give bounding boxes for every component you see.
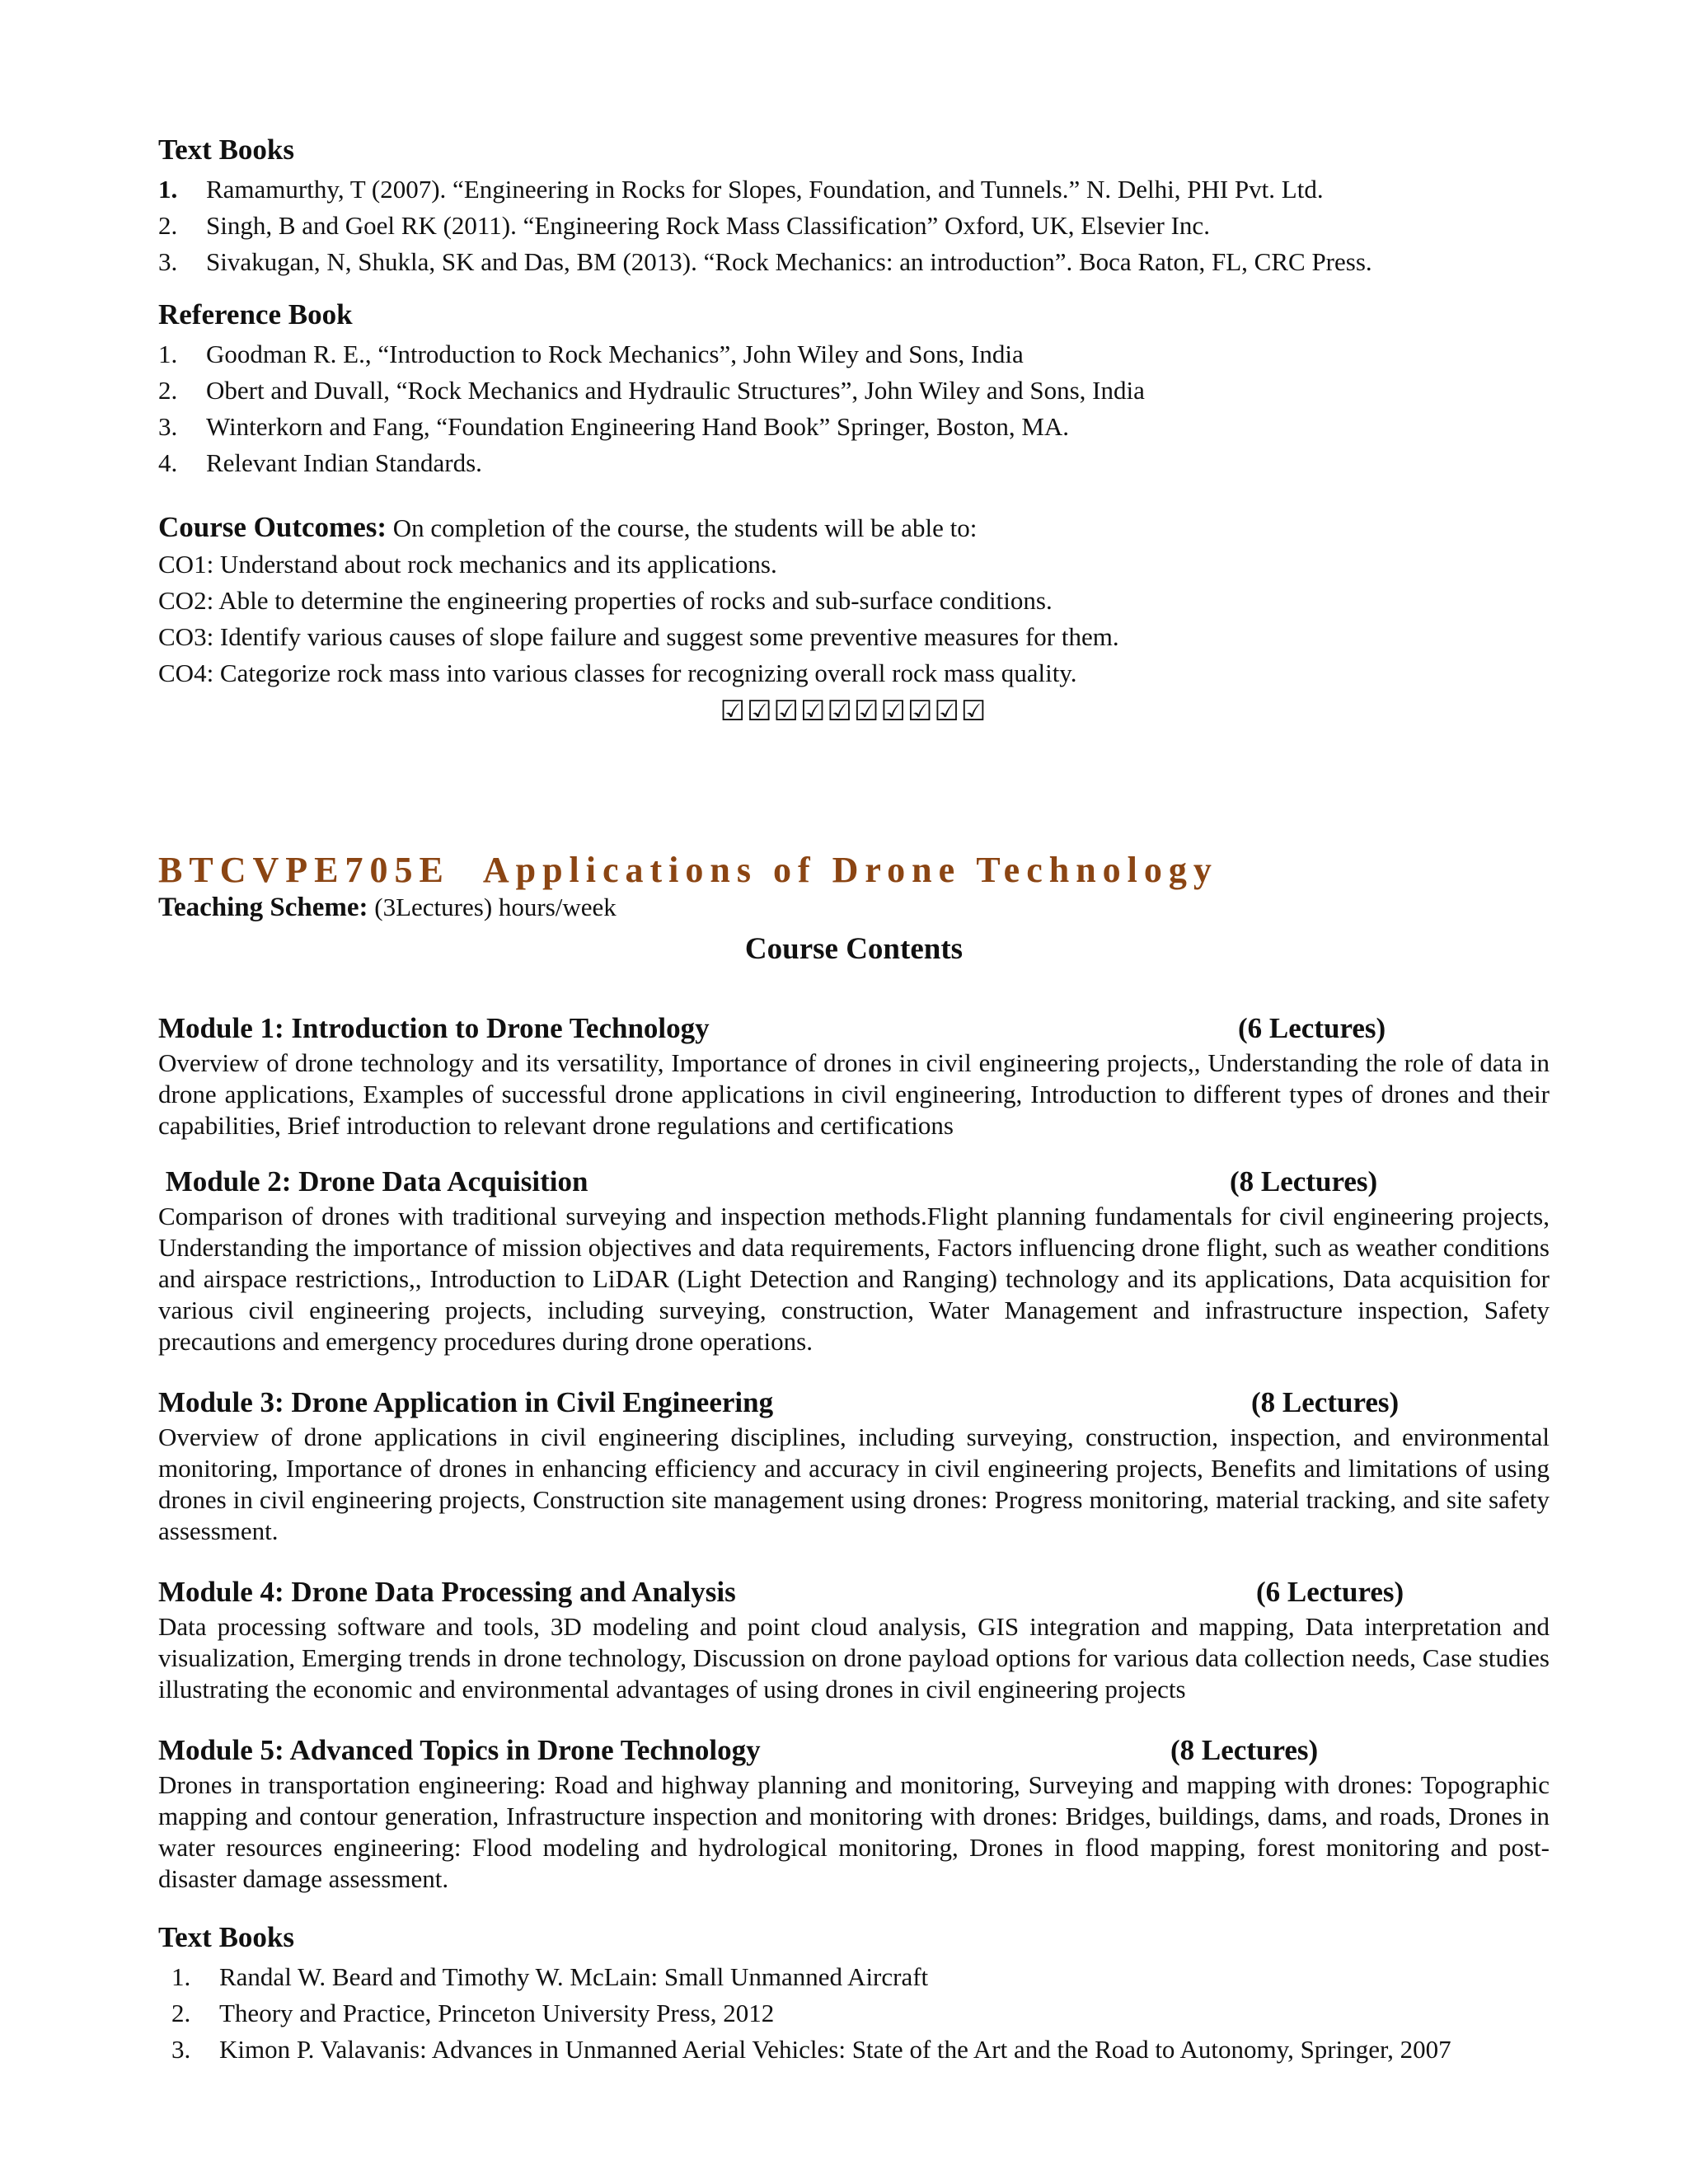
module-lectures: (8 Lectures) (1170, 1734, 1319, 1766)
text-books-list (158, 1959, 1550, 2068)
text-books-list (158, 171, 1550, 280)
list-item (158, 445, 1550, 481)
module-body: Overview of drone technology and its versatility, Importance of drones in civil engineering projects,, Understanding the role of data in drone applications, Examples of successful drone applications in civil engineering, Introduction to different types of drones and their capabilities, Brief introduction to relevant drone regulations and certifications (158, 1048, 1550, 1140)
checkbox-separator: ☑☑☑☑☑☑☑☑☑☑ (720, 695, 988, 728)
module-heading (158, 1384, 1550, 1422)
course-outcome-item: CO1: Understand about rock mechanics and its applications. (158, 550, 777, 579)
module-title: Module 5: Advanced Topics in Drone Technology (158, 1734, 761, 1766)
list-item (158, 336, 1550, 373)
course-title (158, 850, 1550, 891)
item-text: Theory and Practice, Princeton University Press, 2012 (219, 1999, 775, 2027)
module-lectures: (6 Lectures) (1238, 1012, 1386, 1044)
course-outcomes-intro (158, 509, 1550, 546)
reference-book-heading: Reference Book (158, 298, 353, 330)
list-item (158, 373, 1550, 409)
module-title: Module 3: Drone Application in Civil Engineering (158, 1386, 774, 1418)
course-name: Applications of Drone Technology (482, 850, 1218, 890)
item-text: Randal W. Beard and Timothy W. McLain: Small Unmanned Aircraft (219, 1962, 929, 1991)
reference-book-list (158, 336, 1550, 481)
course-code: BTCVPE705E (158, 850, 450, 890)
item-text: Obert and Duvall, “Rock Mechanics and Hydraulic Structures”, John Wiley and Sons, India (206, 376, 1145, 405)
list-item (158, 208, 1550, 244)
teaching-scheme (158, 891, 1550, 924)
course-outcomes-intro-text: On completion of the course, the students will be able to: (387, 513, 978, 542)
list-item (158, 2032, 1550, 2068)
module-lectures: (6 Lectures) (1256, 1576, 1404, 1608)
module-lectures: (8 Lectures) (1230, 1165, 1378, 1197)
module-heading (158, 1573, 1550, 1611)
teaching-scheme-label: Teaching Scheme: (158, 893, 368, 922)
module-title: Module 4: Drone Data Processing and Analysis (158, 1576, 736, 1608)
list-item (158, 171, 1550, 208)
module-title: Module 2: Drone Data Acquisition (158, 1165, 588, 1197)
item-number: 3. (158, 247, 178, 276)
module-body: Comparison of drones with traditional surveying and inspection methods.Flight planning fundamentals for civil engineering projects, Understanding the importance of mission objectives and data requirements, Factors influencing drone flight, such as weather conditions and airspace restrictions,, Introduction to LiDAR (Light Detection and Ranging) technology and its applications, Data acquisition for various civil engineering projects, including surveying, construction, Water Management and infrastructure inspection, Safety precautions and emergency procedures during drone operations. (158, 1202, 1550, 1356)
item-text: Relevant Indian Standards. (206, 448, 482, 477)
module-lectures: (8 Lectures) (1251, 1386, 1400, 1418)
item-number: 3. (171, 2035, 191, 2064)
item-number: 1. (158, 340, 178, 368)
text-books-heading: Text Books (158, 1921, 295, 1953)
module-body: Overview of drone applications in civil engineering disciplines, including surveying, construction, inspection, and environmental monitoring, Importance of drones in enhancing efficiency and accuracy in civil engineering projects, Benefits and limitations of using drones in civil engineering projects, Construction site management using drones: Progress monitoring, material tracking, and site safety assessment. (158, 1422, 1550, 1545)
item-number: 1. (158, 175, 178, 204)
document-page (158, 132, 1550, 2068)
item-number: 2. (158, 376, 178, 405)
item-number: 2. (171, 1999, 191, 2027)
item-text: Ramamurthy, T (2007). “Engineering in Rocks for Slopes, Foundation, and Tunnels.” N. Delhi, PHI Pvt. Ltd. (206, 175, 1324, 204)
item-text: Sivakugan, N, Shukla, SK and Das, BM (2013). “Rock Mechanics: an introduction”. Boca Raton, FL, CRC Press. (206, 247, 1372, 276)
list-item (158, 1959, 1550, 1995)
module-heading (158, 1732, 1550, 1769)
course-outcome-item: CO2: Able to determine the engineering properties of rocks and sub-surface conditions. (158, 586, 1053, 615)
item-number: 4. (158, 448, 178, 477)
course-outcomes-heading: Course Outcomes: (158, 511, 387, 543)
module-title: Module 1: Introduction to Drone Technology (158, 1012, 710, 1044)
list-item (158, 409, 1550, 445)
course-outcome-item: CO4: Categorize rock mass into various classes for recognizing overall rock mass quality. (158, 658, 1077, 687)
list-item (158, 244, 1550, 280)
module-heading (158, 1163, 1550, 1201)
list-item (158, 1995, 1550, 2032)
item-text: Singh, B and Goel RK (2011). “Engineering Rock Mass Classification” Oxford, UK, Elsevier Inc. (206, 211, 1210, 240)
item-number: 1. (171, 1962, 191, 1991)
item-text: Winterkorn and Fang, “Foundation Engineering Hand Book” Springer, Boston, MA. (206, 412, 1070, 441)
module-heading (158, 1010, 1550, 1047)
item-number: 3. (158, 412, 178, 441)
module-body: Drones in transportation engineering: Road and highway planning and monitoring, Surveying and mapping with drones: Topographic mapping and contour generation, Infrastructure inspection and monitoring with drones: Bridges, buildings, dams, and roads, Drones in water resources engineering: Flood modeling and hydrological monitoring, Drones in flood mapping, forest monitoring and post-disaster damage assessment. (158, 1770, 1550, 1893)
teaching-scheme-value: (3Lectures) hours/week (368, 893, 617, 921)
item-text: Kimon P. Valavanis: Advances in Unmanned Aerial Vehicles: State of the Art and the Road to Autonomy, Springer, 2007 (219, 2035, 1451, 2064)
text-books-heading: Text Books (158, 134, 295, 166)
item-number: 2. (158, 211, 178, 240)
module-body: Data processing software and tools, 3D modeling and point cloud analysis, GIS integration and mapping, Data interpretation and visualization, Emerging trends in drone technology, Discussion on drone payload options for various data collection needs, Case studies illustrating the economic and environmental advantages of using drones in civil engineering projects (158, 1612, 1550, 1704)
item-text: Goodman R. E., “Introduction to Rock Mechanics”, John Wiley and Sons, India (206, 340, 1024, 368)
course-contents-heading: Course Contents (744, 932, 964, 966)
course-outcome-item: CO3: Identify various causes of slope failure and suggest some preventive measures for them. (158, 622, 1119, 651)
